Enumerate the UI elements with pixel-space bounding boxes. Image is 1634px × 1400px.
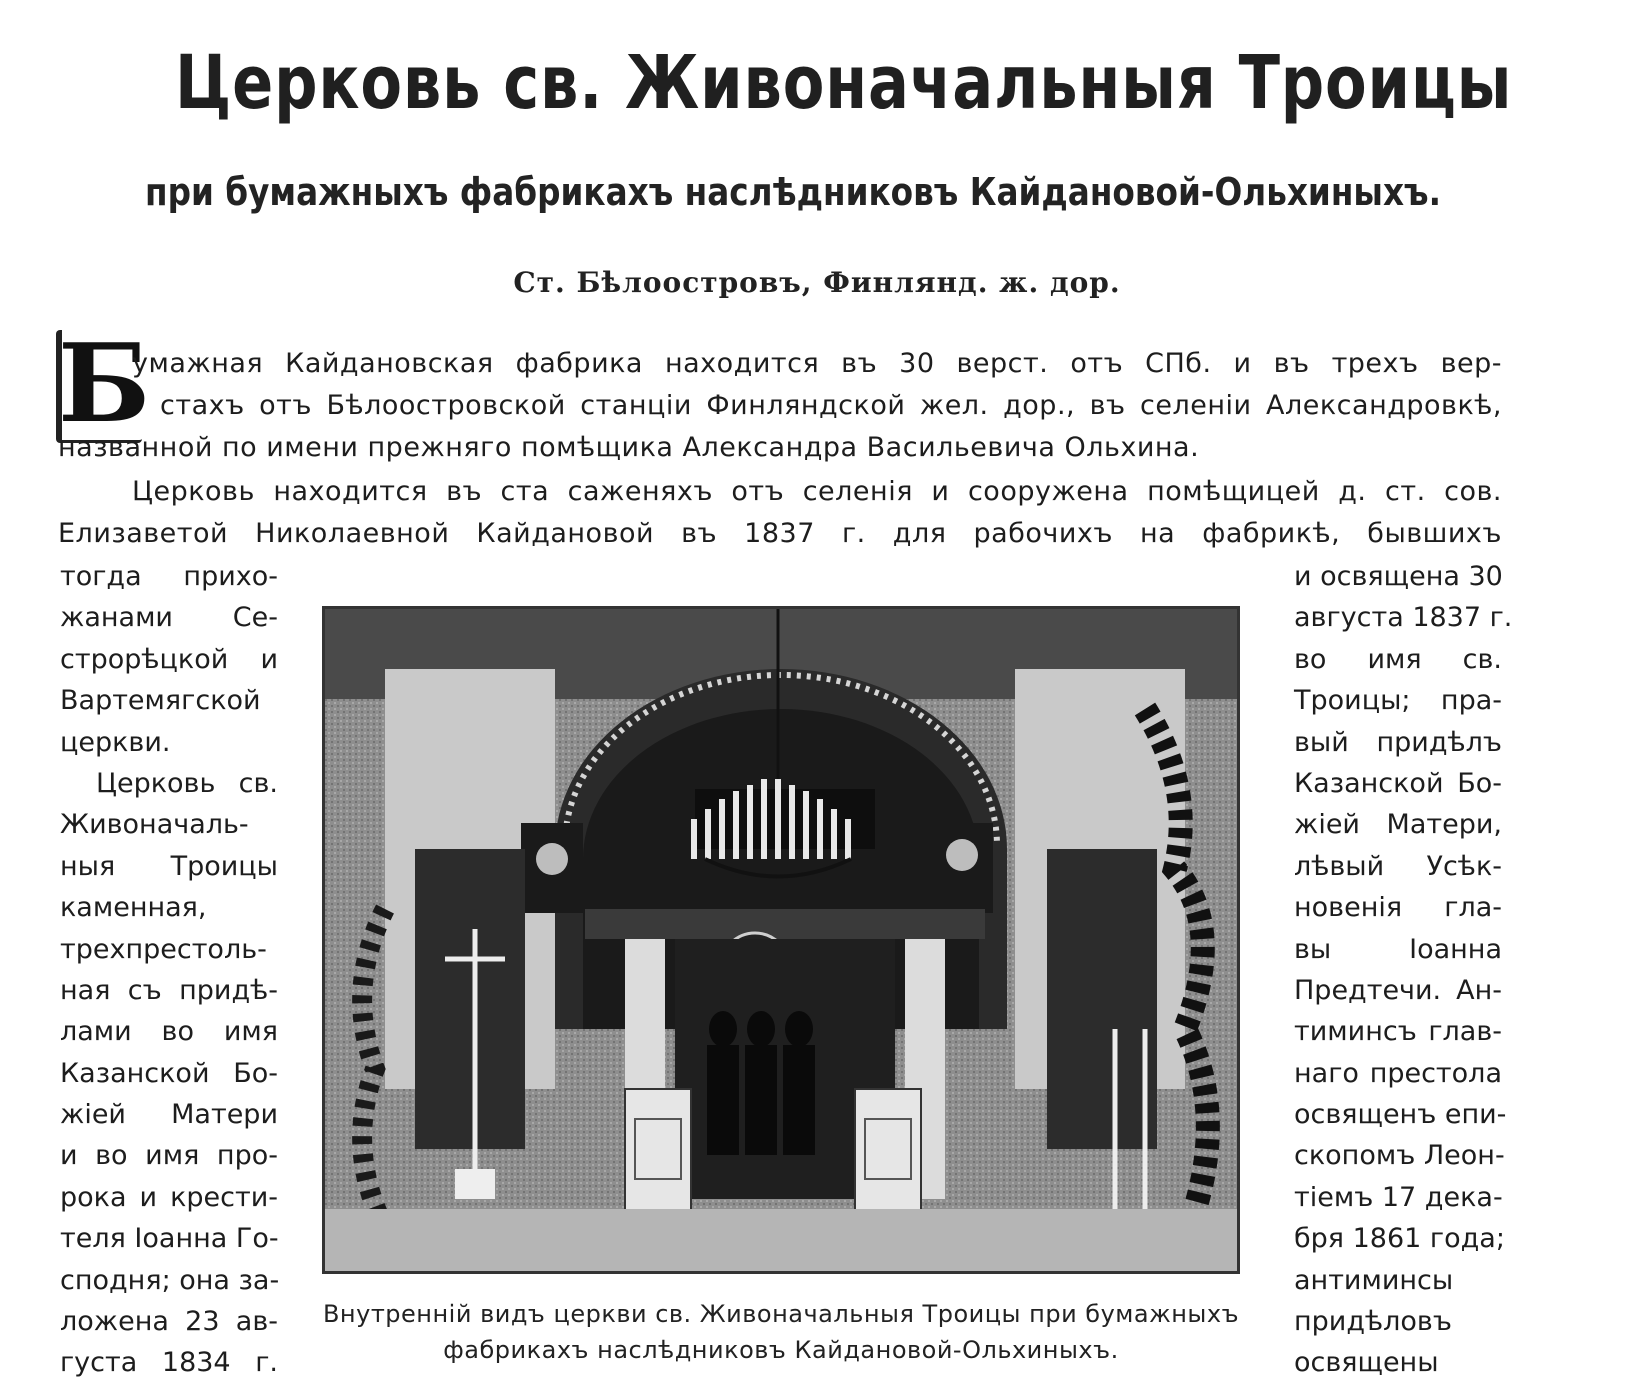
- dropcap-letter: Б: [58, 321, 151, 447]
- right-line: освящены: [1294, 1347, 1439, 1379]
- right-line: скопомъ Леон-: [1294, 1140, 1505, 1172]
- right-line: Казанской Бо-: [1294, 767, 1502, 799]
- intro-line-5: Елизаветой Николаевной Кайдановой въ 1837 г. для рабочихъ на фабрикѣ, бывшихъ: [58, 518, 1502, 549]
- church-interior-photo: [322, 606, 1240, 1274]
- left-line: теля Іоанна Го-: [60, 1223, 279, 1255]
- left-line: Вартемягской: [60, 685, 261, 717]
- intro-line-4: Церковь находится въ ста саженяхъ отъ селенія и сооружена помѣщицей д. ст. сов.: [132, 476, 1502, 507]
- right-line: лѣвый Усѣк-: [1294, 850, 1502, 882]
- intro-line-2: стахъ отъ Бѣлоостровской станціи Финляндской жел. дор., въ селеніи Александровкѣ,: [160, 390, 1502, 421]
- right-line: жіей Матери,: [1294, 809, 1502, 841]
- right-line: наго престола: [1294, 1057, 1502, 1089]
- right-line: новенія гла-: [1294, 892, 1502, 924]
- right-line: антиминсы: [1294, 1264, 1454, 1296]
- left-line: ная съ придѣ-: [60, 974, 278, 1006]
- left-line: жанами Се-: [60, 602, 278, 634]
- right-line: тиминсъ глав-: [1294, 1016, 1502, 1048]
- left-line: церкви.: [60, 726, 171, 758]
- page-title: Церковь св. Живоначальныя Троицы: [175, 40, 1513, 126]
- left-line: густа 1834 г.: [60, 1347, 278, 1379]
- left-line: ложена 23 ав-: [60, 1306, 278, 1338]
- left-line: строрѣцкой и: [60, 643, 278, 675]
- right-line: вый придѣлъ: [1294, 726, 1502, 758]
- left-line: Церковь св.: [96, 767, 278, 799]
- right-line: во имя св.: [1294, 643, 1502, 675]
- intro-line-3: названной по имени прежняго помѣщика Александра Васильевича Ольхина.: [58, 432, 1200, 463]
- left-line: ныя Троицы: [60, 850, 278, 882]
- left-line: и во имя про-: [60, 1140, 278, 1172]
- left-line: каменная,: [60, 892, 207, 924]
- station-line: Ст. Бѣлоостровъ, Финлянд. ж. дор.: [513, 266, 1121, 299]
- left-line: трехпрестоль-: [60, 933, 267, 965]
- right-line: и освящена 30: [1294, 561, 1503, 592]
- church-interior-illustration: [325, 609, 1237, 1271]
- caption-line: Внутренній видъ церкви св. Живоначальныя Троицы при бумажныхъ: [322, 1300, 1240, 1328]
- intro-line-1: умажная Кайдановская фабрика находится въ 30 верст. отъ СПб. и въ трехъ вер-: [132, 348, 1502, 379]
- right-line: августа 1837 г.: [1294, 602, 1513, 634]
- right-column: [1294, 556, 1513, 1384]
- right-line: бря 1861 года;: [1294, 1223, 1505, 1255]
- photo-caption: [300, 1296, 1262, 1368]
- caption-line: фабрикахъ наслѣдниковъ Кайдановой-Ольхиныхъ.: [443, 1336, 1119, 1364]
- right-line: Троицы; пра-: [1294, 685, 1502, 717]
- left-line: лами во имя: [60, 1016, 278, 1048]
- left-column: [60, 556, 278, 1384]
- page-subtitle: при бумажныхъ фабрикахъ наслѣдниковъ Кайдановой-Ольхиныхъ.: [145, 170, 1442, 214]
- right-line: освященъ епи-: [1294, 1099, 1507, 1131]
- right-line: тіемъ 17 дека-: [1294, 1181, 1503, 1213]
- left-line: тогда прихо-: [60, 561, 278, 592]
- right-line: Предтечи. Ан-: [1294, 974, 1502, 1006]
- right-line: придѣловъ: [1294, 1306, 1452, 1338]
- left-line: Живоначаль-: [60, 809, 249, 841]
- left-line: сподня; она за-: [60, 1264, 280, 1296]
- left-line: рока и крести-: [60, 1181, 278, 1213]
- left-line: жіей Матери: [60, 1099, 278, 1131]
- left-line: Казанской Бо-: [60, 1057, 278, 1089]
- right-line: вы Іоанна: [1294, 933, 1502, 965]
